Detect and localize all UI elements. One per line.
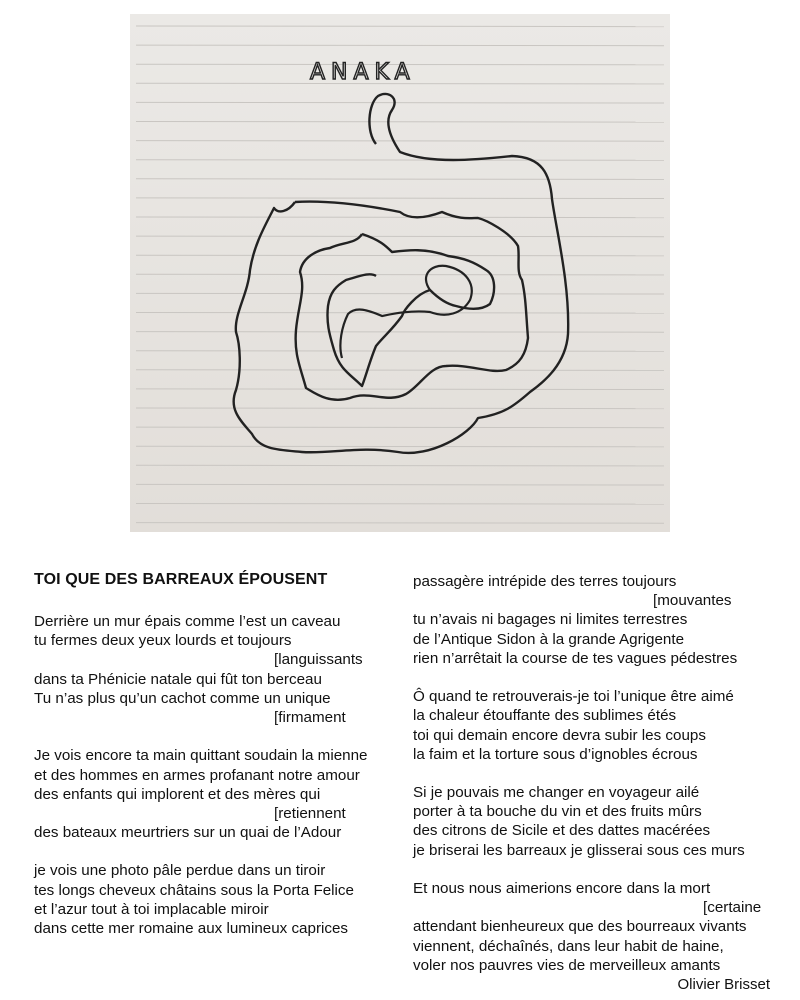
poem-line: des enfants qui implorent et des mères qui	[34, 785, 321, 803]
poem-line: Et nous nous aimerions encore dans la mort	[413, 880, 711, 897]
poem-line: des citrons de Sicile et des dattes macérées	[413, 822, 711, 840]
spiral-drawing	[130, 14, 670, 532]
ruled-line	[136, 465, 664, 466]
ruled-line	[136, 26, 664, 27]
ruled-line	[136, 427, 664, 428]
ruled-line	[136, 217, 664, 218]
poem-right-column	[413, 572, 773, 975]
poem-line: Ô quand te retrouverais-je toi l’unique être aimé	[413, 688, 734, 706]
poem-line: Si je pouvais me changer en voyageur ailé	[413, 784, 700, 802]
ruled-line	[136, 446, 664, 447]
poem-line: de l’Antique Sidon à la grande Agrigente	[413, 630, 685, 648]
stanza-break	[34, 727, 404, 746]
poem-left-column	[34, 570, 404, 938]
poem-line: Derrière un mur épais comme l’est un caveau	[34, 613, 341, 630]
drawing-caption: ANAKA	[310, 60, 416, 85]
left-stanzas	[34, 612, 404, 938]
notebook-drawing-photo	[130, 14, 670, 532]
poem-line: [firmament	[274, 708, 346, 726]
stanza-break	[34, 842, 404, 861]
ruled-line	[136, 523, 664, 524]
poem-line: dans ta Phénicie natale qui fût ton berceau	[34, 670, 322, 688]
poem-line: attendant bienheureux que des bourreaux vivants	[413, 918, 747, 936]
ruled-line	[136, 293, 664, 294]
poem-line: et des hommes en armes profanant notre amour	[34, 766, 360, 784]
poem-line: je briserai les barreaux je glisserai sous ces murs	[413, 841, 745, 859]
ruled-line	[136, 274, 664, 275]
ruled-line	[136, 160, 664, 161]
ruled-line	[136, 236, 664, 237]
ruled-line	[136, 141, 664, 142]
title-spacer	[34, 590, 404, 612]
stanza-break	[413, 860, 773, 879]
poem-line: Tu n’as plus qu’un cachot comme un unique	[34, 689, 331, 707]
ruled-line	[136, 332, 664, 333]
poem-line: [mouvantes	[653, 592, 732, 610]
ruled-line	[136, 484, 664, 485]
poem-author: Olivier Brisset	[677, 976, 770, 993]
poem-line: dans cette mer romaine aux lumineux caprices	[34, 920, 349, 937]
poem-line: tu fermes deux yeux lourds et toujours	[34, 632, 292, 650]
ruled-line	[136, 102, 664, 103]
poem-line: viennent, déchaînés, dans leur habit de haine,	[413, 937, 724, 955]
poem-title: TOI QUE DES BARREAUX ÉPOUSENT	[34, 571, 328, 588]
poem-line: tes longs cheveux châtains sous la Porta Felice	[34, 881, 354, 899]
poem-line: toi qui demain encore devra subir les coups	[413, 726, 706, 744]
ruled-line	[136, 370, 664, 371]
ruled-line	[136, 122, 664, 123]
poem-line: Je vois encore ta main quittant soudain la mienne	[34, 747, 368, 765]
right-stanzas	[413, 572, 773, 975]
poem-line: et l’azur tout à toi implacable miroir	[34, 900, 269, 918]
ruled-line	[136, 45, 664, 46]
poem-line: porter à ta bouche du vin et des fruits mûrs	[413, 803, 702, 821]
ruled-line	[136, 179, 664, 180]
poem-line: la faim et la torture sous d’ignobles écrous	[413, 745, 698, 763]
poem-line: la chaleur étouffante des sublimes étés	[413, 707, 677, 725]
ruled-line	[136, 408, 664, 409]
poem-line: je vois une photo pâle perdue dans un tiroir	[34, 862, 326, 880]
poem-line: des bateaux meurtriers sur un quai de l’Adour	[34, 824, 342, 842]
poem-line: [retiennent	[274, 804, 346, 822]
poem-line: passagère intrépide des terres toujours	[413, 573, 677, 590]
stanza-break	[413, 668, 773, 687]
ruled-line	[136, 389, 664, 390]
ruled-line	[136, 255, 664, 256]
poem-line: [certaine	[703, 899, 762, 917]
poem-line: voler nos pauvres vies de merveilleux amants	[413, 956, 721, 974]
ruled-line	[136, 351, 664, 352]
ruled-line	[136, 198, 664, 199]
ruled-line	[136, 504, 664, 505]
stanza-break	[413, 764, 773, 783]
poem-line: [languissants	[274, 651, 363, 669]
poem-line: tu n’avais ni bagages ni limites terrestres	[413, 611, 688, 629]
poem-line: rien n’arrêtait la course de tes vagues pédestres	[413, 649, 738, 667]
